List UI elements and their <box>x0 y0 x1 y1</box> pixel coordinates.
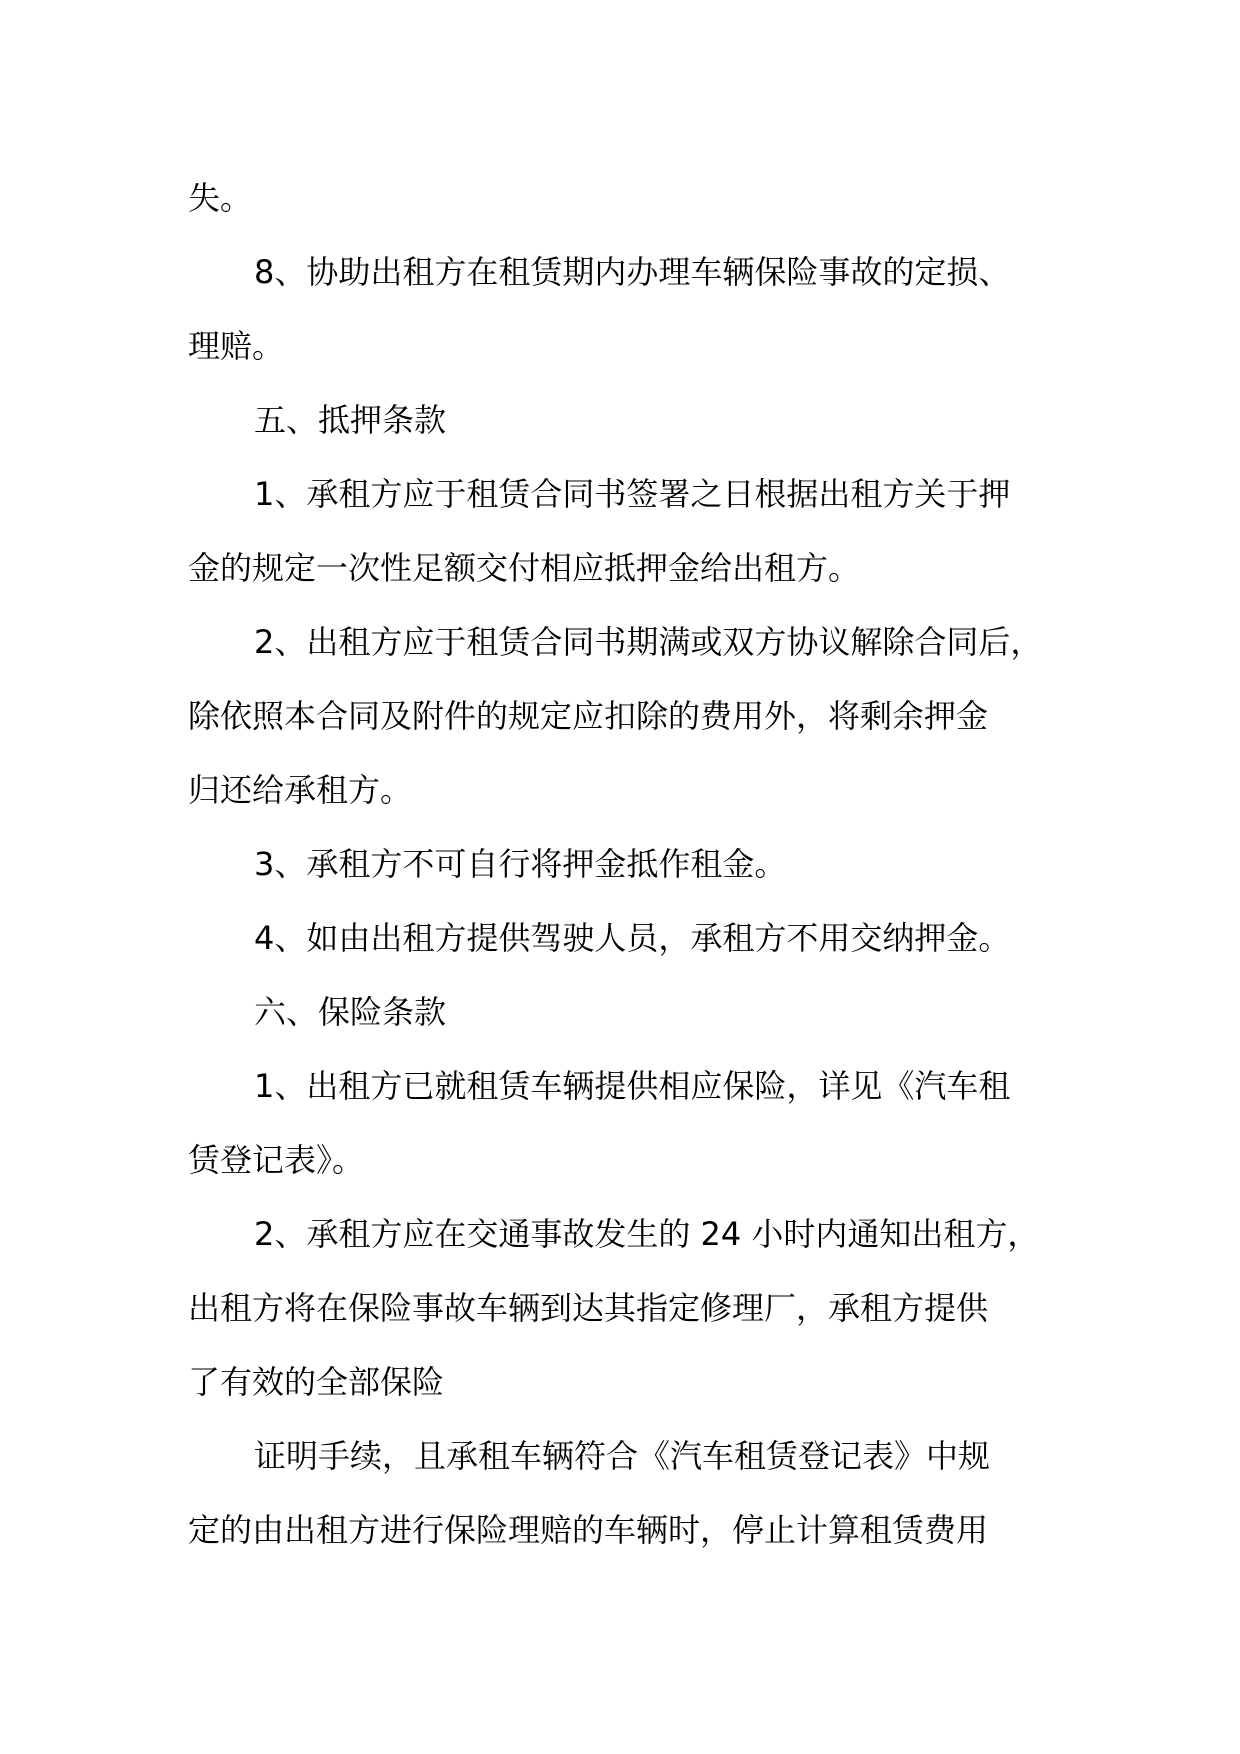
clause-item-1: 1、出租方已就租赁车辆提供相应保险，详见《汽车租 <box>254 1067 1011 1105</box>
text-line-continuation: 金的规定一次性足额交付相应抵押金给出租方。 <box>188 549 861 587</box>
clause-item-8: 8、协助出租方在租赁期内办理车辆保险事故的定损、 <box>254 253 1011 291</box>
clause-item-1: 1、承租方应于租赁合同书签署之日根据出租方关于押 <box>254 475 1011 513</box>
clause-item-3: 3、承租方不可自行将押金抵作租金。 <box>254 845 787 883</box>
text-line-continuation: 定的由出租方进行保险理赔的车辆时，停止计算租赁费用 <box>188 1511 989 1549</box>
section-heading-mortgage: 五、抵押条款 <box>254 401 447 439</box>
text-line-continuation: 赁登记表》。 <box>188 1141 365 1179</box>
text-line-continuation: 失。 <box>188 179 253 217</box>
clause-item-2: 2、承租方应在交通事故发生的 24 小时内通知出租方， <box>254 1215 1040 1253</box>
text-line-continuation: 除依照本合同及附件的规定应扣除的费用外，将剩余押金 <box>188 697 989 735</box>
text-line-continuation: 理赔。 <box>188 327 285 365</box>
clause-item-2: 2、出租方应于租赁合同书期满或双方协议解除合同后， <box>254 623 1043 661</box>
text-line-continuation: 了有效的全部保险 <box>188 1363 445 1401</box>
paragraph-start: 证明手续，且承租车辆符合《汽车租赁登记表》中规 <box>254 1437 991 1475</box>
clause-item-4: 4、如由出租方提供驾驶人员，承租方不用交纳押金。 <box>254 919 1011 957</box>
section-heading-insurance: 六、保险条款 <box>254 993 447 1031</box>
text-line-continuation: 归还给承租方。 <box>188 771 413 809</box>
text-line-continuation: 出租方将在保险事故车辆到达其指定修理厂，承租方提供 <box>188 1289 989 1327</box>
